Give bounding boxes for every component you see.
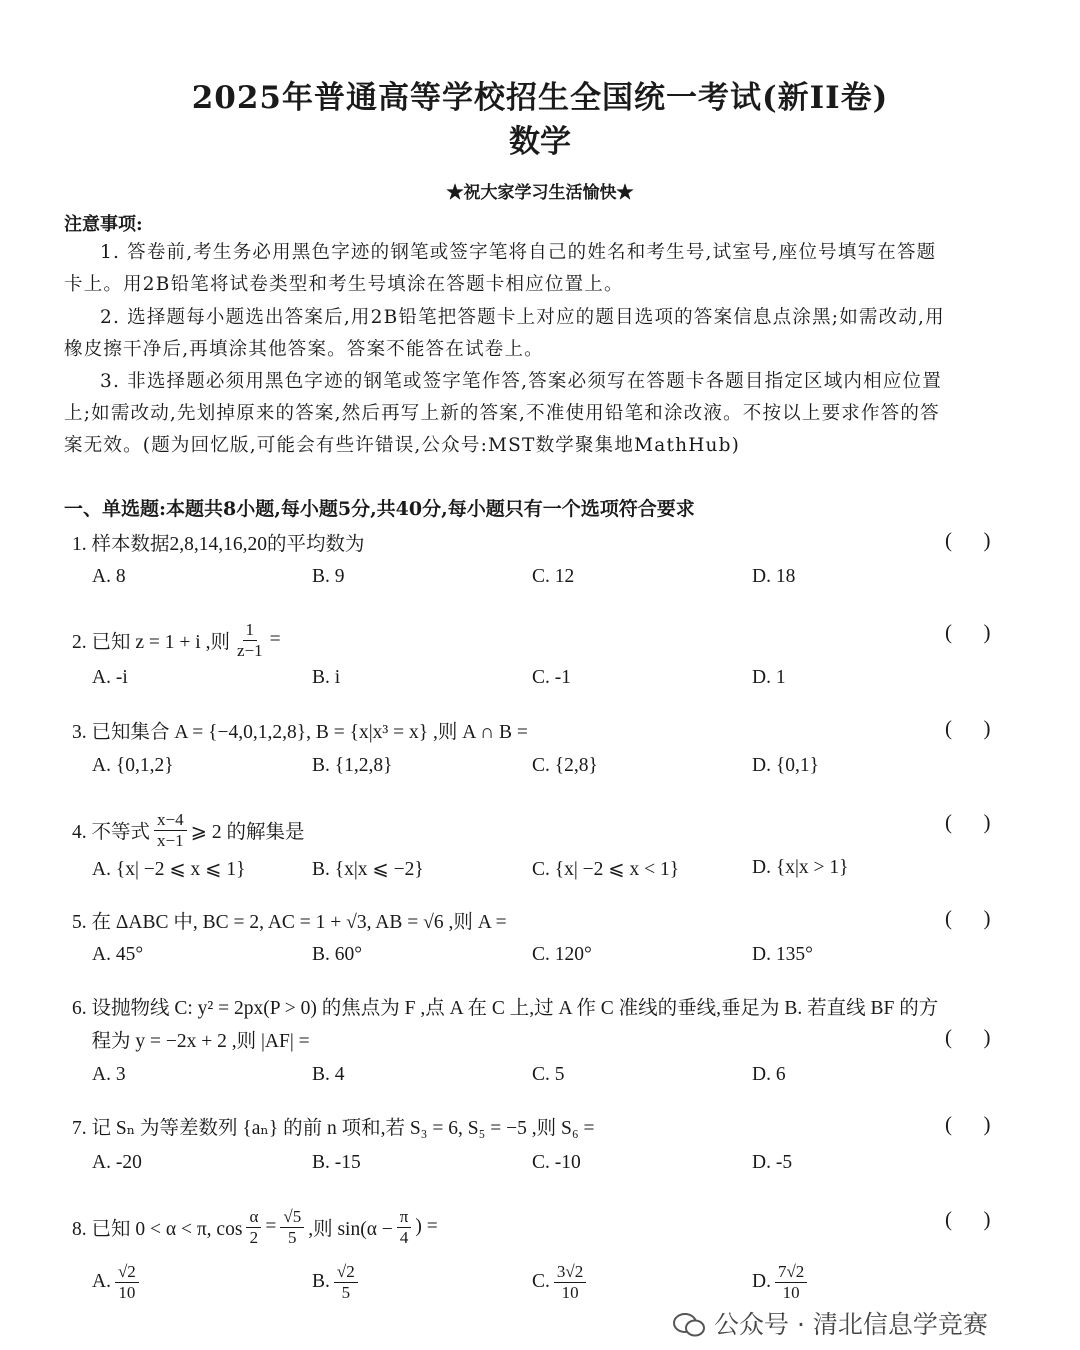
notice-line: 案无效。(题为回忆版,可能会有些许错误,公众号:MST数学聚集地MathHub)	[64, 435, 741, 456]
watermark	[672, 1310, 988, 1340]
math-text: B. i	[312, 667, 341, 688]
answer-paren: ( )	[945, 620, 991, 644]
question-text	[72, 810, 304, 850]
answer-option	[532, 1152, 581, 1174]
answer-paren: ( )	[945, 528, 991, 552]
answer-paren: ( )	[945, 1112, 991, 1136]
answer-option	[752, 1064, 786, 1086]
fraction-numerator: √5	[280, 1207, 304, 1228]
math-text: =	[265, 1216, 277, 1238]
answer-option	[312, 857, 424, 881]
notice-line: 1. 答卷前,考生务必用黑色字迹的钢笔或签字笔将自己的姓名和考生号,试室号,座位号填写在答题	[100, 242, 937, 263]
math-text: D. {0,1}	[752, 755, 819, 776]
exam-subject: 数学	[509, 124, 571, 160]
math-text: ,则 sin(α −	[308, 1219, 393, 1241]
fraction-numerator: √2	[115, 1262, 139, 1283]
notice-heading: 注意事项:	[64, 214, 143, 235]
fraction-denominator: 5	[288, 1227, 297, 1247]
answer-option	[312, 1152, 361, 1174]
answer-paren: ( )	[945, 716, 991, 740]
question-text	[72, 716, 528, 744]
fraction-numerator: x−4	[154, 810, 187, 831]
math-text: B. {1,2,8}	[312, 755, 393, 776]
fraction-denominator: x−1	[157, 830, 184, 850]
answer-option	[752, 566, 795, 588]
question-text	[72, 620, 281, 660]
math-text: B. 4	[312, 1064, 345, 1085]
math-text: C. -10	[532, 1152, 581, 1173]
fraction	[115, 1262, 139, 1302]
answer-option	[92, 944, 143, 966]
question-text	[72, 906, 507, 934]
math-text: 6. 设抛物线 C: y² = 2px(P > 0) 的焦点为 F ,点 A 在 C 上,过 A 作 C 准线的垂线,垂足为 B. 若直线 BF 的方	[72, 998, 939, 1019]
answer-paren: ( )	[945, 906, 991, 930]
answer-option	[752, 667, 786, 689]
answer-option	[312, 755, 392, 777]
exam-title: 2025年普通高等学校招生全国统一考试(新II卷)	[191, 80, 889, 116]
math-text: ) =	[415, 1216, 438, 1238]
fraction	[234, 620, 266, 660]
answer-option	[752, 944, 813, 966]
math-text: 8. 已知 0 < α < π, cos	[72, 1219, 243, 1241]
math-text: D. 1	[752, 667, 786, 688]
answer-paren: ( )	[945, 1025, 991, 1049]
answer-option	[92, 1262, 143, 1302]
math-text: A. 3	[92, 1064, 126, 1085]
math-text: C.	[532, 1271, 550, 1293]
answer-option	[532, 1262, 590, 1302]
fraction-denominator: 10	[561, 1282, 579, 1302]
answer-option	[92, 1152, 142, 1174]
answer-option	[532, 566, 574, 588]
answer-option	[532, 857, 679, 881]
fraction	[775, 1262, 807, 1302]
fraction-numerator: 7√2	[775, 1262, 807, 1283]
math-text: C. -1	[532, 667, 571, 688]
math-text: =	[269, 629, 281, 651]
fraction	[246, 1207, 261, 1247]
math-text: C. 120°	[532, 944, 592, 965]
question-text	[72, 1025, 310, 1053]
fraction	[334, 1262, 358, 1302]
answer-option	[532, 755, 598, 777]
math-text: 7. 记 Sₙ 为等差数列 {aₙ} 的前 n 项和,若 S₃ = 6, S₅ = −5 ,则 S₆ =	[72, 1118, 595, 1139]
math-text: A.	[92, 1271, 111, 1293]
fraction-numerator: α	[246, 1207, 261, 1228]
math-text: 4. 不等式	[72, 822, 151, 844]
section-heading: 一、单选题:本题共8小题,每小题5分,共40分,每小题只有一个选项符合要求	[64, 498, 695, 520]
answer-paren: ( )	[945, 1207, 991, 1231]
answer-option	[752, 1152, 792, 1174]
answer-option	[312, 667, 340, 689]
math-text: B. {x|x ⩽ −2}	[312, 859, 424, 880]
fraction-numerator: π	[397, 1207, 412, 1228]
notice-line: 3. 非选择题必须用黑色字迹的钢笔或签字笔作答,答案必须写在答题卡各题目指定区域内相应位置	[100, 371, 942, 392]
math-text: A. -i	[92, 667, 128, 688]
math-text: D. {x|x > 1}	[752, 857, 849, 878]
fraction	[280, 1207, 304, 1247]
answer-paren: ( )	[945, 810, 991, 834]
math-text: C. 5	[532, 1064, 565, 1085]
notice-line: 橡皮擦干净后,再填涂其他答案。答案不能答在试卷上。	[64, 339, 544, 360]
fraction-denominator: 10	[782, 1282, 800, 1302]
math-text: A. 45°	[92, 944, 144, 965]
math-text: 5. 在 ΔABC 中, BC = 2, AC = 1 + √3, AB = √6 ,则 A =	[72, 912, 507, 933]
fraction-denominator: 5	[341, 1282, 351, 1302]
math-text: B. 60°	[312, 944, 363, 965]
math-text: D.	[752, 1271, 771, 1293]
answer-option	[312, 1064, 345, 1086]
answer-option	[92, 566, 126, 588]
fraction-numerator: 3√2	[554, 1262, 586, 1283]
answer-option	[92, 857, 246, 881]
fraction-numerator: 1	[243, 620, 258, 641]
math-text: D. 135°	[752, 944, 813, 965]
answer-option	[532, 944, 592, 966]
math-text: 3. 已知集合 A = {−4,0,1,2,8}, B = {x|x³ = x} ,则 A ∩ B =	[72, 722, 528, 743]
fraction-numerator: √2	[334, 1262, 358, 1283]
math-text: ⩾ 2 的解集是	[190, 822, 305, 844]
fraction-denominator: 2	[249, 1227, 259, 1247]
answer-option	[532, 667, 571, 689]
answer-option	[752, 1262, 811, 1302]
question-text	[72, 1112, 595, 1140]
math-text: 2. 已知 z = 1 + i ,则	[72, 632, 230, 654]
wish-line: ★祝大家学习生活愉快★	[446, 183, 634, 203]
question-text	[72, 992, 938, 1020]
answer-option	[312, 566, 345, 588]
math-text: D. 18	[752, 566, 796, 587]
answer-option	[92, 667, 128, 689]
math-text: D. -5	[752, 1152, 793, 1173]
answer-option	[92, 1064, 126, 1086]
answer-option	[312, 944, 362, 966]
answer-option	[752, 755, 819, 777]
wechat-icon	[672, 1312, 706, 1338]
fraction	[554, 1262, 586, 1302]
answer-option	[532, 1064, 565, 1086]
fraction-denominator: 10	[118, 1282, 136, 1302]
notice-line: 2. 选择题每小题选出答案后,用2B铅笔把答题卡上对应的题目选项的答案信息点涂黑;如需改动,用	[100, 307, 945, 328]
notice-line: 上;如需改动,先划掉原来的答案,然后再写上新的答案,不准使用铅笔和涂改液。不按以上要求作答的答	[64, 403, 940, 424]
math-text: A. {x| −2 ⩽ x ⩽ 1}	[92, 859, 246, 880]
fraction-denominator: 4	[399, 1227, 409, 1247]
math-text: D. 6	[752, 1064, 786, 1085]
fraction	[397, 1207, 412, 1247]
math-text: A. -20	[92, 1152, 142, 1173]
math-text: A. 8	[92, 566, 126, 587]
math-text: C. {2,8}	[532, 755, 598, 776]
math-text: A. {0,1,2}	[92, 755, 174, 776]
answer-option	[312, 1262, 362, 1302]
fraction-denominator: z−1	[236, 640, 263, 660]
math-text: C. {x| −2 ⩽ x < 1}	[532, 859, 680, 880]
math-text: 1. 样本数据2,8,14,16,20的平均数为	[72, 534, 365, 555]
math-text: B. 9	[312, 566, 345, 587]
notice-line: 卡上。用2B铅笔将试卷类型和考生号填涂在答题卡相应位置上。	[64, 274, 624, 295]
math-text: C. 12	[532, 566, 575, 587]
answer-option	[752, 857, 848, 879]
fraction	[154, 810, 187, 850]
math-text: B. -15	[312, 1152, 361, 1173]
math-text: B.	[312, 1271, 330, 1293]
question-text	[72, 528, 365, 556]
watermark-text: 公众号 · 清北信息学竞赛	[714, 1310, 988, 1339]
math-text: 程为 y = −2x + 2 ,则 |AF| =	[72, 1031, 310, 1052]
question-text	[72, 1207, 438, 1247]
answer-option	[92, 755, 174, 777]
